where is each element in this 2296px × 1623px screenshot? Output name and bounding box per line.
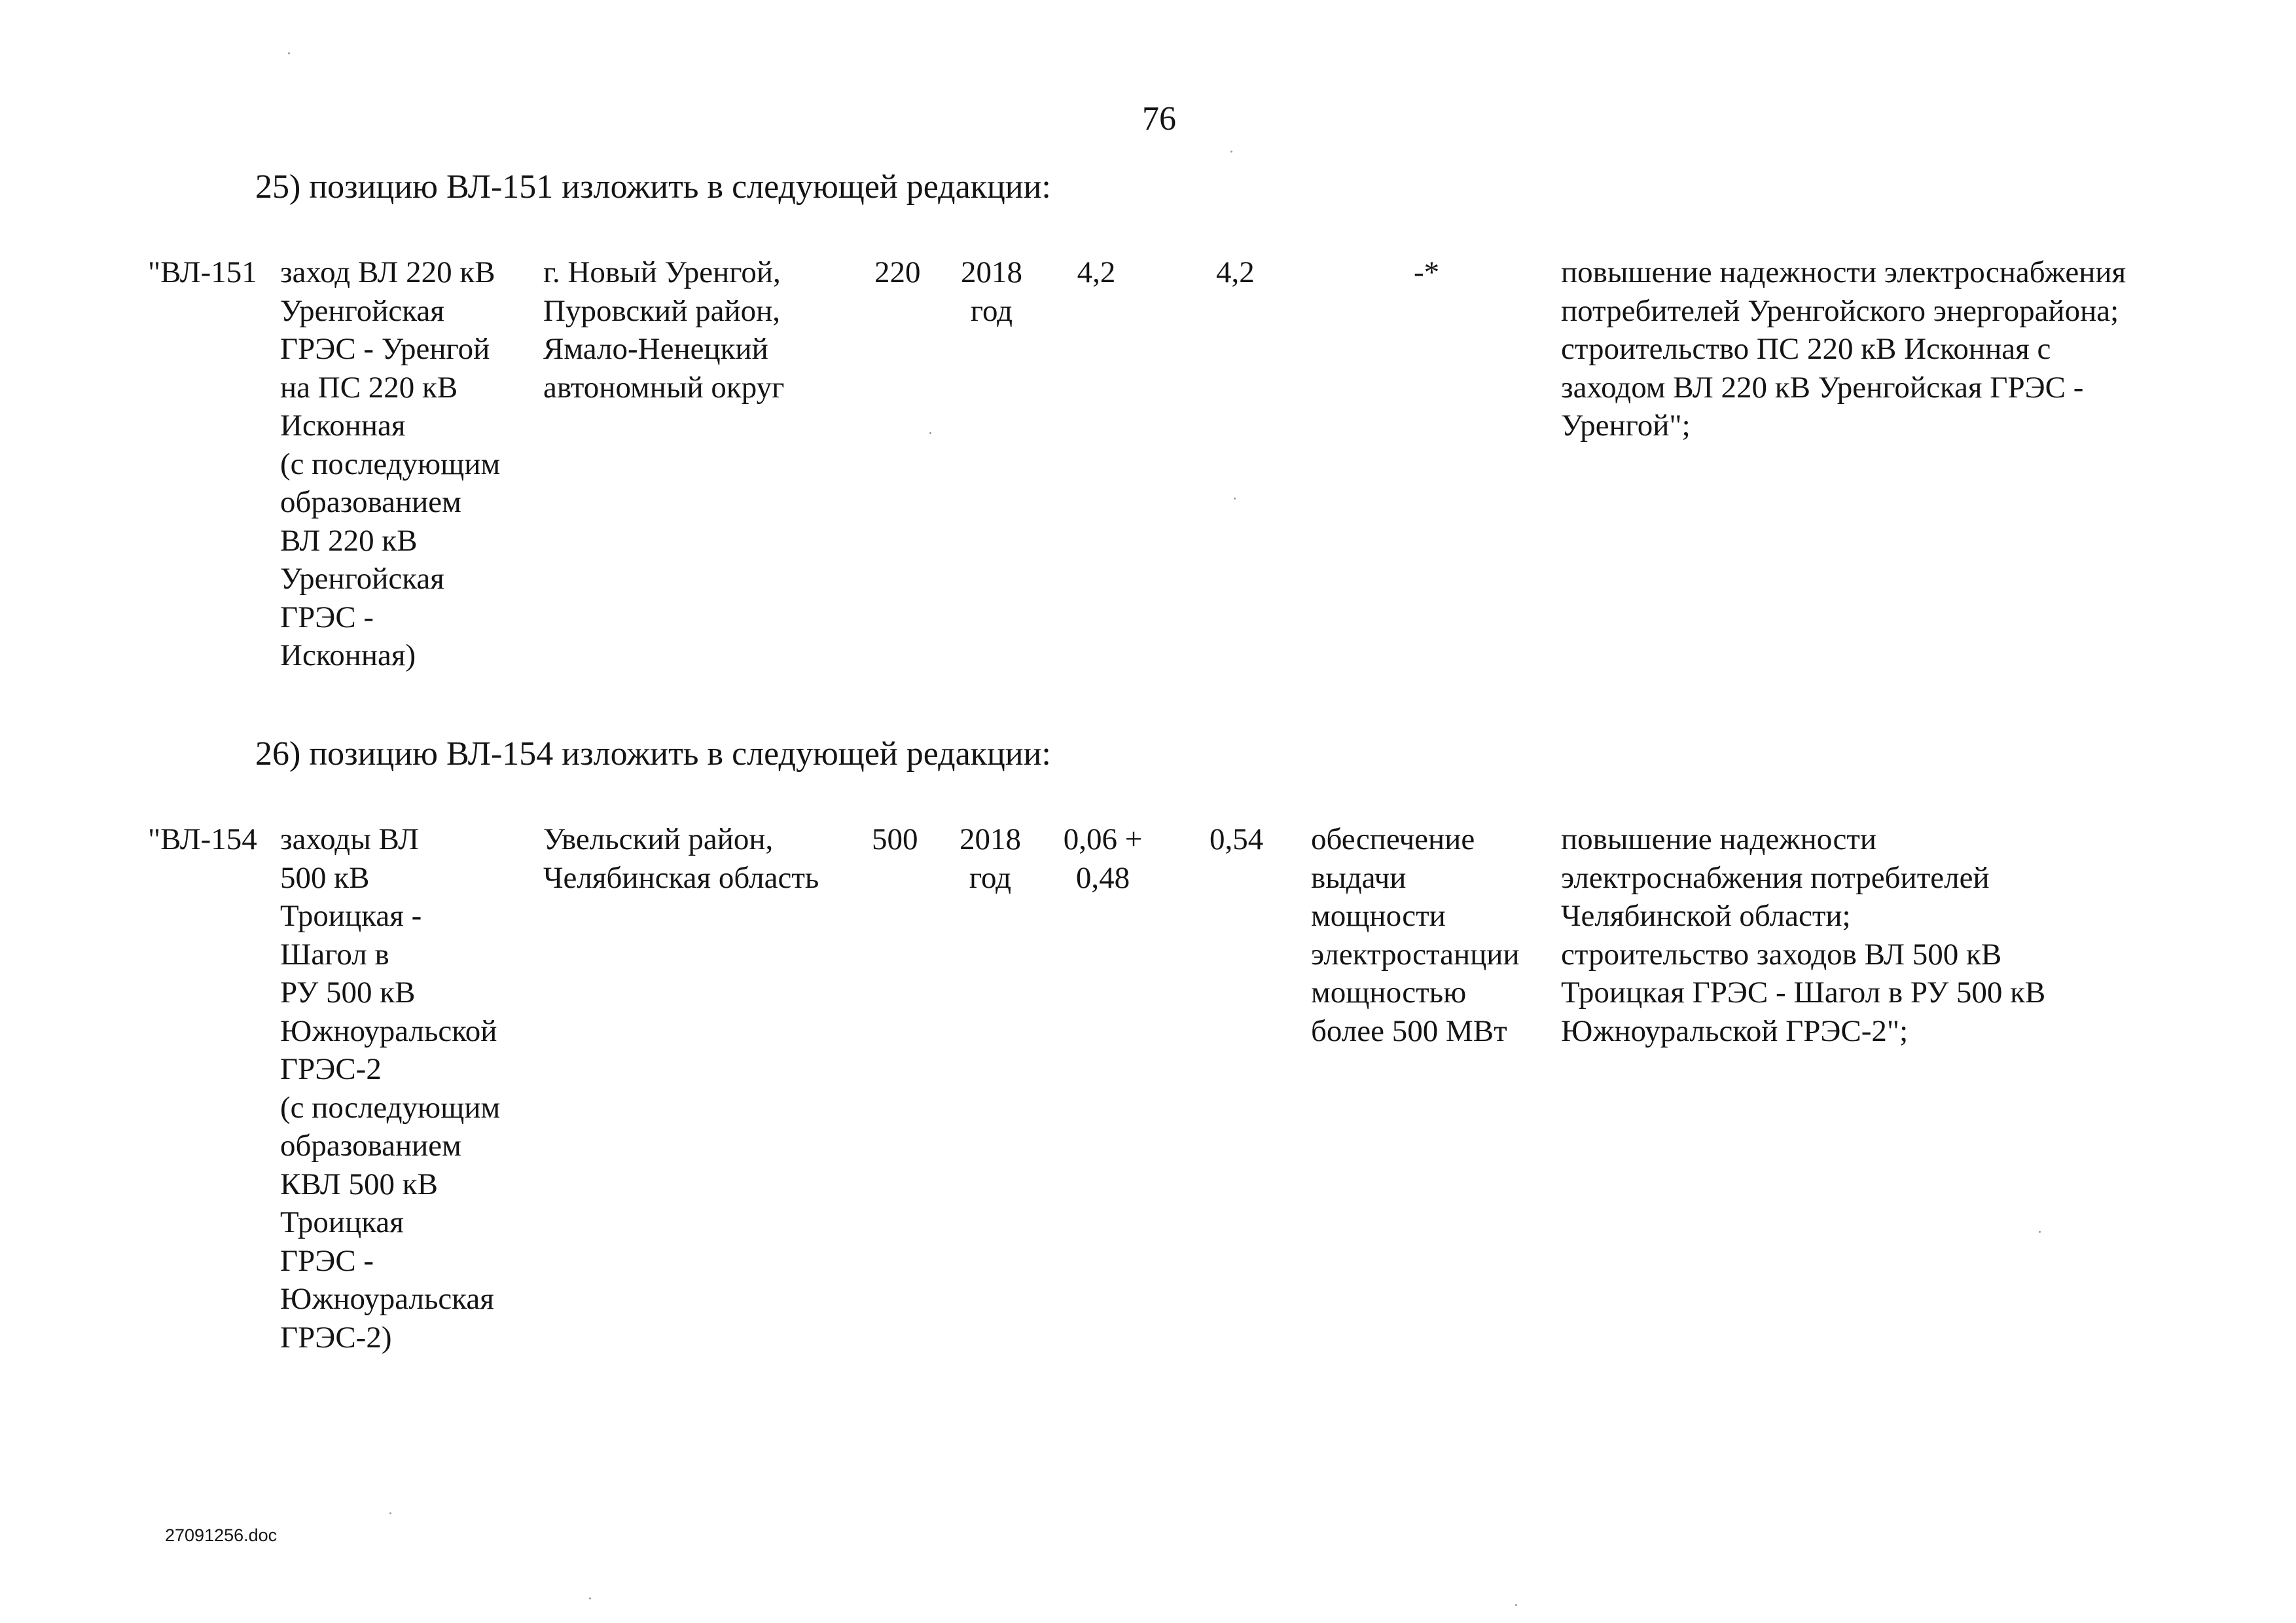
scan-speck [2039,1231,2041,1233]
row-length-b: 0,54 [1210,822,1264,856]
row-voltage: 500 [872,822,918,856]
scan-speck [589,1597,591,1599]
row-length-a: 0,06 + 0,48 [1063,822,1143,895]
row-purpose: -* [1414,255,1440,289]
row-length-a: 4,2 [1077,255,1116,289]
scan-speck [1515,1604,1517,1606]
scan-speck [288,52,290,54]
scan-speck [389,1512,391,1514]
instruction-26: 26) позицию ВЛ-154 изложить в следующей редакции: [255,735,1051,773]
row-length-b: 4,2 [1216,255,1255,289]
row-location: Увельский район, Челябинская область [543,822,819,895]
row-goal: повышение надежности электроснабжения потребителей Челябинской области; строительство заходов ВЛ 500 кВ Троицкая ГРЭС - Шагол в РУ 500 кВ Южноуральской ГРЭС-2"; [1561,822,2046,1048]
instruction-25: 25) позицию ВЛ-151 изложить в следующей редакции: [255,168,1051,206]
row-code: "ВЛ-154 [148,822,257,856]
row-code: "ВЛ-151 [148,255,257,289]
scan-speck [929,432,931,434]
row-goal: повышение надежности электроснабжения потребителей Уренгойского энергорайона; строительство ПС 220 кВ Исконная с заходом ВЛ 220 кВ Уренгойская ГРЭС - Уренгой"; [1561,255,2126,443]
row-object-name: заход ВЛ 220 кВ Уренгойская ГРЭС - Уренгой на ПС 220 кВ Исконная (с последующим образованием ВЛ 220 кВ Уренгойская ГРЭС - Исконная) [280,255,501,672]
row-purpose: обеспечение выдачи мощности электростанции мощностью более 500 МВт [1311,822,1520,1048]
scan-speck [1234,498,1236,500]
row-location: г. Новый Уренгой, Пуровский район, Ямало-Ненецкий автономный округ [543,255,785,405]
row-voltage: 220 [874,255,921,289]
row-object-name: заходы ВЛ 500 кВ Троицкая - Шагол в РУ 500 кВ Южноуральской ГРЭС-2 (с последующим образованием КВЛ 500 кВ Троицкая ГРЭС - Южноуральская ГРЭС-2) [280,822,501,1355]
row-year: 2018 год [961,255,1022,328]
scan-speck [1230,151,1232,153]
page-number: 76 [1142,100,1176,137]
document-filename: 27091256.doc [165,1525,278,1545]
row-year: 2018 год [960,822,1021,895]
